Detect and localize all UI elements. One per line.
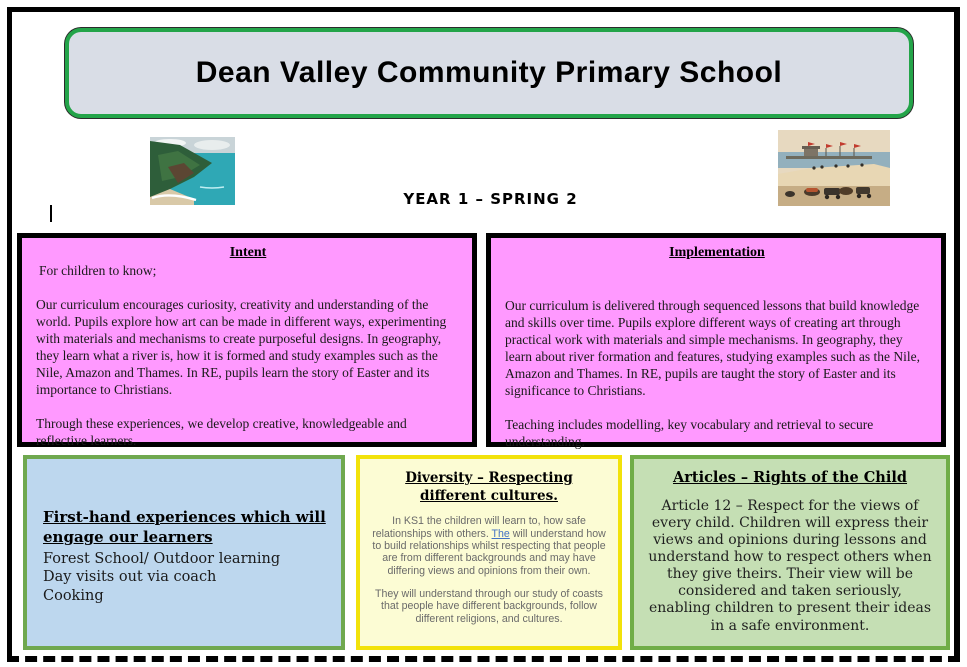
diversity-text-after-link: will understand how to build relationships whilst respecting that people are from different backgrounds and may have differing views and opinions from their own. (372, 527, 606, 577)
diversity-paragraph: They will understand through our study of coasts that people have different backgrounds, follow different religions, and cultures. (375, 587, 603, 625)
articles-heading: Articles – Rights of the Child (672, 469, 908, 486)
experience-item: Day visits out via coach (43, 569, 217, 586)
intent-lead: For children to know; (39, 263, 157, 278)
experience-item: Forest School/ Outdoor learning (43, 550, 281, 567)
intent-heading: Intent (229, 245, 267, 260)
diversity-box (356, 455, 622, 650)
articles-box (630, 455, 950, 650)
page-title: Dean Valley Community Primary School (195, 56, 783, 89)
implementation-paragraph: Our curriculum is delivered through sequenced lessons that build knowledge and skills over time. Pupils explore different ways of creating art through practical work with materials and simple mechanisms. In geography, they learn about river formation and features, studying examples such as the Nile, Amazon and Thames. In RE, pupils are taught the story of Easter and its significance to Christians. (505, 298, 920, 398)
text-cursor (50, 205, 52, 222)
experience-item: Cooking (43, 588, 104, 605)
articles-body: Article 12 – Respect for the views of every child. Children will express their views and opinions during lessons and understand how to respect others when they give theirs. Their view will be considered and taken seriously, enabling children to present their ideas in a safe environment. (648, 498, 932, 634)
experiences-box (23, 455, 345, 650)
intent-paragraph: Our curriculum encourages curiosity, creativity and understanding of the world. Pupils explore how art can be made in different ways, experimenting with materials and mechanisms to create purposeful designs. In geography, they learn what a river is, how it is formed and study examples such as the Nile, Amazon and Thames. In RE, pupils learn the story of Easter and its importance to Christians. (36, 297, 447, 397)
school-title-banner (65, 28, 913, 118)
implementation-heading: Implementation (669, 245, 765, 260)
diversity-heading: Diversity – Respecting different cultures. (405, 470, 573, 505)
experiences-heading: First-hand experiences which will engage our learners (43, 508, 326, 547)
the-hyperlink[interactable]: The (491, 527, 510, 540)
diversity-paragraph (372, 515, 606, 576)
implementation-box (486, 233, 946, 447)
intent-box (17, 233, 477, 447)
term-label: YEAR 1 – SPRING 2 (403, 190, 578, 208)
intent-paragraph: Through these experiences, we develop creative, knowledgeable and reflective learners. (36, 416, 407, 448)
diversity-text-before-link: In KS1 the children will learn to, how safe relationships with others. (372, 515, 586, 540)
implementation-paragraph: Teaching includes modelling, key vocabulary and retrieval to secure understanding. (505, 417, 874, 449)
